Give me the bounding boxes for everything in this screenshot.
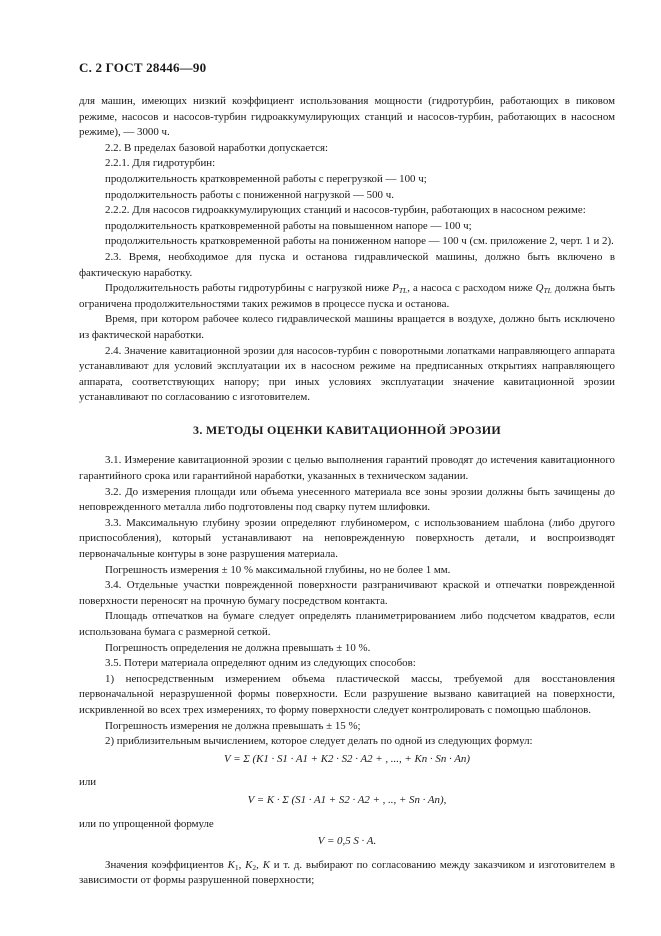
paragraph: 1) непосредственным измерением объема пластической массы, требуемой для восстановления первоначальной неразрушенной формы поверхности. Если разрушение вызвано кавитацией на поверхности, искривленной во всех трех измерениях, то форму поверхности следует контролировать с помощью шаблонов. [79,672,615,716]
paragraph-with-symbols: Значения коэффициентов $K_1$, $K_2$, K и т. д. выбирают по согласованию между заказчиком и изготовителем в зависимости от формы разрушенной поверхности; [79,858,616,887]
paragraph: продолжительность кратковременной работы на пониженном напоре — 100 ч (см. приложение 2, черт. 1 и 2). [105,235,614,248]
text: и т. д. выбирают по согласованию между заказчиком и изготовителем в зависимости от формы разрушенной поверхности; [79,858,616,887]
paragraph: продолжительность кратковременной работы с перегрузкой — 100 ч; [105,172,427,185]
symbol-p: P [392,282,399,295]
paragraph: продолжительность работы с пониженной нагрузкой — 500 ч. [105,188,394,201]
paragraph: 2.2.1. Для гидротурбин: [105,157,216,170]
connector-text: или [79,776,97,789]
paragraph-with-symbols [79,281,615,312]
text: должна быть ограничена продолжительностями таких режимов в процессе пуска и останова. [79,282,615,310]
paragraph: Погрешность измерения не должна превышать ± 15 %; [105,719,361,732]
paragraph: для машин, имеющих низкий коэффициент использования мощности (гидротурбин, работающих в пиковом режиме, насосов и насосов-турбин гидроаккумулирующих станций и насосов-турбин, работающих в насосном режиме), — 3000 ч. [79,95,615,139]
document-body [79,94,615,889]
paragraph: Погрешность измерения ± 10 % максимальной глубины, но не более 1 мм. [105,563,451,576]
paragraph: 2.2.2. Для насосов гидроаккумулирующих станций и насосов-турбин, работающих в насосном режиме: [105,204,586,217]
paragraph: 3.3. Максимальную глубину эрозии определяют глубиномером, с использованием шаблона (либо другого приспособления), который устанавливают на неповрежденную поверхность детали, и воспроизводят первоначальные контуры в зоне разрушения материала. [79,516,615,561]
section-title: 3. МЕТОДЫ ОЦЕНКИ КАВИТАЦИОННОЙ ЭРОЗИИ [193,422,501,437]
text: Значения коэффициентов [105,858,224,871]
paragraph: 3.5. Потери материала определяют одним из следующих способов: [105,657,416,670]
text: Продолжительность работы гидротурбины с нагрузкой ниже [105,282,390,295]
paragraph: Погрешность определения не должна превышать ± 10 %. [105,641,371,654]
paragraph: Время, при котором рабочее колесо гидравлической машины вращается в воздухе, должно быть исключено из фактической наработки. [79,313,615,341]
paragraph: Площадь отпечатков на бумаге следует определять планиметрированием либо подсчетом квадратов, если использована бумага с размерной сеткой. [79,610,615,638]
page-header: С. 2 ГОСТ 28446—90 [79,60,207,75]
paragraph: 3.4. Отдельные участки поврежденной поверхности разграничивают краской и отпечатки поврежденной поверхности переносят на прочную бумагу посредством контакта. [79,579,615,607]
paragraph: 3.1. Измерение кавитационной эрозии с целью выполнения гарантий проводят до истечения кавитационного гарантийного срока или гарантийной наработки, указанных в техническом задании. [79,454,615,483]
symbol-q: Q [535,282,544,295]
text: , а насоса с расходом ниже [407,282,533,295]
subscript: TL [398,286,408,296]
formula-3: V = 0,5 S · A. [317,835,377,848]
formula-2: V = K · Σ (S1 · A1 + S2 · A2 + , .., + Sn · An), [247,793,447,806]
paragraph: продолжительность кратковременной работы на повышенном напоре — 100 ч; [105,219,472,232]
connector-text: или по упрощенной формуле [79,817,214,830]
subscript: TL [543,286,552,296]
paragraph: 2) приблизительным вычислением, которое следует делать по одной из следующих формул: [105,735,533,748]
paragraph: 2.4. Значение кавитационной эрозии для насосов-турбин с поворотными лопатками направляющего аппарата устанавливают для условий эксплуатации их в насосном режиме на предписанных открытиях направляющего аппарата, соответствующих напору; при иных условиях эксплуатации значение кавитационной эрозии устанавливают по согласованию с изготовителем. [79,344,615,404]
paragraph: 2.2. В пределах базовой наработки допускается: [105,141,328,154]
paragraph: 2.3. Время, необходимое для пуска и останова гидравлической машины, должно быть включено в фактическую наработку. [79,250,615,279]
paragraph: 3.2. До измерения площади или объема унесенного материала все зоны эрозии должны быть зачищены до неповрежденного металла либо подготовлены под сварку путем шлифовки. [79,485,615,514]
formula-1: V = Σ (K1 · S1 · A1 + K2 · S2 · A2 + , ..., + Kn · Sn · An) [224,752,470,765]
